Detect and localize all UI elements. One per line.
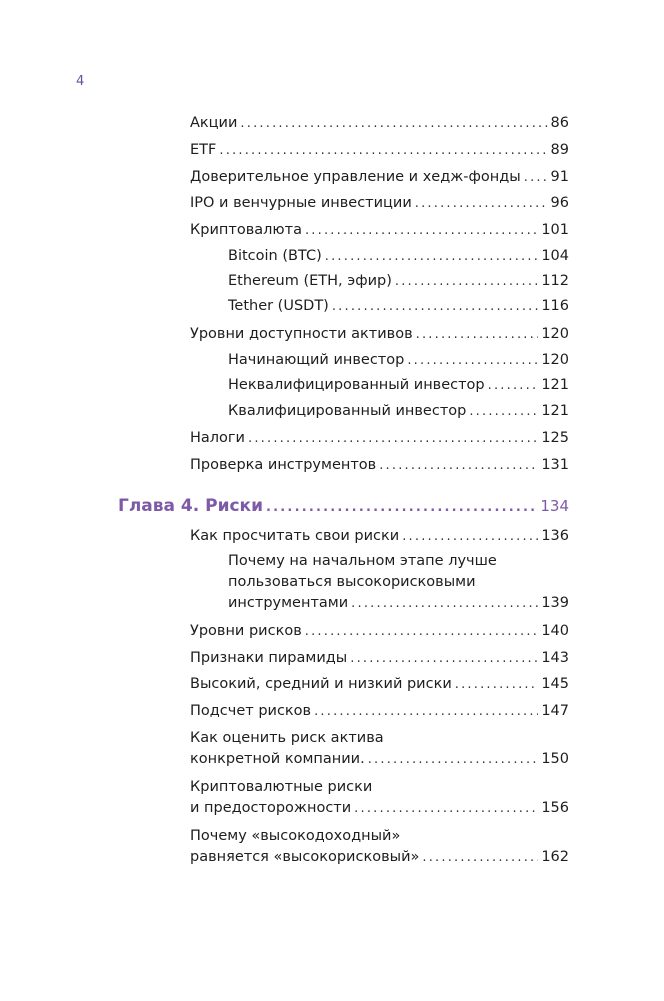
toc-entry-title: Криптовалюта [190,222,302,238]
page-number: 4 [76,74,85,89]
leader-dots [407,350,538,371]
toc-entry[interactable] [190,701,569,722]
chapter-title: Глава 4. Риски [118,496,264,516]
leader-dots [469,401,538,422]
chapter-heading[interactable] [118,496,569,518]
toc-entry[interactable] [190,728,569,770]
toc-entry-page: 162 [541,849,569,865]
toc-entry-page: 121 [541,403,569,419]
toc-entry-title: Ethereum (ETH, эфир) [228,273,392,289]
toc-entry-title: Налоги [190,430,245,446]
toc-entry-title: Проверка инструментов [190,457,377,473]
leader-dots [488,375,539,396]
toc-entry[interactable] [190,167,569,188]
toc-entry[interactable] [228,401,569,422]
toc-entry-title: Начинающий инвестор [228,352,405,368]
toc-entry-page: 101 [541,222,569,238]
toc-entry-page: 125 [541,430,569,446]
chapter-page: 134 [540,497,569,515]
leader-dots [379,455,538,476]
toc-entry[interactable] [228,375,569,396]
toc-entry[interactable] [190,777,569,819]
toc-entry-title: и предосторожности [190,800,352,816]
toc-entry-page: 139 [541,595,569,611]
leader-dots [455,674,539,695]
toc-entry-page: 104 [541,248,569,264]
leader-dots [240,113,547,134]
toc-entry-title: Tether (USDT) [228,298,329,314]
leader-dots [305,220,538,241]
toc-entry[interactable] [228,296,569,317]
toc-entry[interactable] [190,826,569,868]
toc-entry[interactable] [190,193,569,214]
leader-dots [305,621,539,642]
toc-entry-page: 116 [541,298,569,314]
toc-entry[interactable] [190,324,569,345]
toc-entry-title: Квалифицированный инвестор [228,403,467,419]
toc-entry-title: Неквалифицированный инвестор [228,377,485,393]
toc-entry-page: 112 [541,273,569,289]
toc-entry[interactable] [190,113,569,134]
toc-entry[interactable] [190,220,569,241]
toc-entry-page: 131 [541,457,569,473]
toc-entry-page: 147 [541,703,569,719]
toc-entry-title-line: пользоваться высокорисковыми [228,574,476,590]
toc-entry-page: 120 [541,326,569,342]
toc-entry-page: 89 [550,142,569,158]
toc-entry[interactable] [190,455,569,476]
toc-entry-title-line: Почему на начальном этапе лучше [228,553,497,569]
leader-dots [248,428,538,449]
toc-entry-title: Высокий, средний и низкий риски [190,676,452,692]
leader-dots [266,497,537,518]
toc-entry[interactable] [228,350,569,371]
leader-dots [524,167,548,188]
leader-dots [415,193,548,214]
toc-entry-title-line: Криптовалютные риски [190,779,373,795]
toc-entry-title-line: Как оценить риск актива [190,730,384,746]
toc-entry-title: Уровни доступности активов [190,326,413,342]
toc-entry-page: 150 [541,751,569,767]
toc-entry[interactable] [190,140,569,161]
toc-entry-title: Акции [190,115,238,131]
toc-entry[interactable] [190,428,569,449]
toc-entry-title: Доверительное управление и хедж-фонды [190,169,521,185]
leader-dots [350,648,538,669]
leader-dots [351,593,538,614]
leader-dots [219,140,547,161]
toc-entry-title: Признаки пирамиды [190,650,348,666]
leader-dots [332,296,538,317]
leader-dots [395,271,538,292]
toc-entry-title-line: Почему «высокодоходный» [190,828,401,844]
toc-entry-page: 156 [541,800,569,816]
toc-entry-title: Bitcoin (BTC) [228,248,322,264]
toc-entry-page: 143 [541,650,569,666]
leader-dots [402,526,538,547]
toc-entry-page: 136 [541,528,569,544]
toc-entry-title: инструментами [228,595,349,611]
toc-entry-page: 145 [541,676,569,692]
leader-dots [368,749,539,770]
leader-dots [314,701,538,722]
toc-entry-title: Подсчет рисков [190,703,312,719]
toc-entry-title: ETF [190,142,217,158]
toc-entry-page: 96 [550,195,569,211]
toc-entry-title: Уровни рисков [190,623,302,639]
toc-entry[interactable] [190,621,569,642]
toc-entry-title: IPO и венчурные инвестиции [190,195,412,211]
toc-entry-title: Как просчитать свои риски [190,528,400,544]
toc-entry-title: равняется «высокорисковый» [190,849,420,865]
toc-entry[interactable] [228,271,569,292]
leader-dots [354,798,538,819]
leader-dots [325,246,539,267]
toc-entry-page: 140 [541,623,569,639]
toc-entry-title: конкретной компании. [190,751,365,767]
toc-entry[interactable] [190,648,569,669]
toc-entry[interactable] [190,526,569,547]
toc-entry-page: 86 [550,115,569,131]
toc-entry[interactable] [228,246,569,267]
leader-dots [416,324,539,345]
leader-dots [422,847,538,868]
toc-entry-page: 121 [541,377,569,393]
toc-entry[interactable] [228,551,569,614]
toc-entry-page: 91 [550,169,569,185]
toc-entry[interactable] [190,674,569,695]
toc-entry-page: 120 [541,352,569,368]
